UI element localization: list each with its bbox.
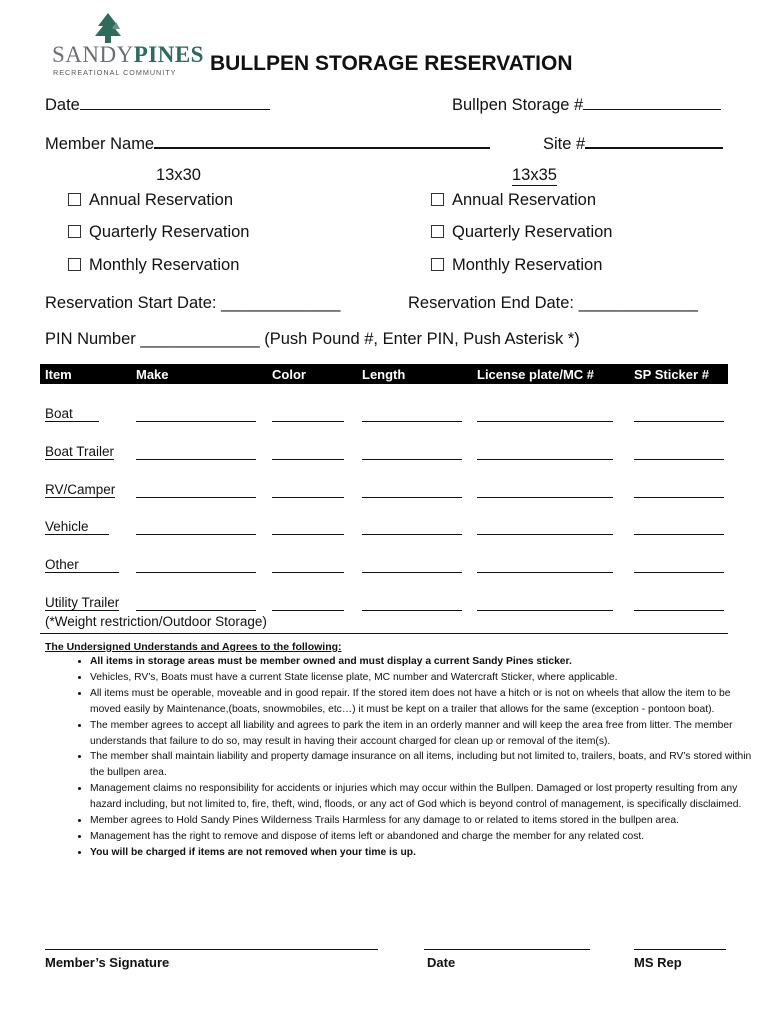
color-blank[interactable]: [272, 420, 344, 422]
length-blank[interactable]: [362, 609, 462, 611]
make-blank[interactable]: [136, 609, 256, 611]
member-name-field[interactable]: [45, 131, 490, 154]
member-name-label: Member Name: [45, 135, 155, 153]
bullpen-storage-field[interactable]: [452, 93, 721, 115]
reservation-end-date-field[interactable]: Reservation End Date: _____________: [408, 294, 698, 312]
header-make: Make: [136, 367, 169, 382]
make-blank[interactable]: [136, 420, 256, 422]
checkbox-icon: [431, 225, 444, 238]
ms-rep-label: MS Rep: [634, 955, 682, 970]
checkbox-13x35-annual[interactable]: [431, 191, 596, 210]
sticker-blank[interactable]: [634, 609, 724, 611]
checkbox-icon: [68, 193, 81, 206]
site-label: Site #: [543, 135, 586, 153]
checkbox-icon: [431, 193, 444, 206]
table-bottom-divider: [40, 633, 728, 634]
table-row[interactable]: [40, 482, 728, 500]
color-blank[interactable]: [272, 533, 344, 535]
term-item: • The member agrees to accept all liability and agrees to park the item in an orderly manner and will keep the area free from litter. The member understands that failure to do so, may result in having their account charged for clean up or removal of the item(s).: [90, 718, 755, 750]
color-blank[interactable]: [272, 458, 344, 460]
term-item: • Management claims no responsibility for accidents or injuries which may occur within the Bullpen. Damaged or lost property resulting from any hazard including, but not limited to, fire, theft, wind, floods, or any act of God which is beyond control of management, is specifically disclaimed.: [90, 781, 755, 813]
site-field[interactable]: [543, 131, 723, 154]
term-item: • Management has the right to remove and dispose of items left or abandoned and charge the member for any related cost.: [90, 829, 755, 845]
page-title: BULLPEN STORAGE RESERVATION: [210, 52, 573, 75]
term-item: • Vehicles, RV’s, Boats must have a current State license plate, MC number and Watercraft Sticker, where applicable.: [90, 670, 755, 686]
row-label-boat: Boat: [45, 406, 99, 422]
term-item: • Member agrees to Hold Sandy Pines Wilderness Trails Harmless for any damage to or related to items stored in the bullpen area.: [90, 813, 755, 829]
reservation-start-date-field[interactable]: Reservation Start Date: _____________: [45, 294, 341, 312]
header-sp-sticker: SP Sticker #: [634, 367, 709, 382]
color-blank[interactable]: [272, 571, 344, 573]
make-blank[interactable]: [136, 533, 256, 535]
make-blank[interactable]: [136, 496, 256, 498]
sticker-blank[interactable]: [634, 420, 724, 422]
table-row[interactable]: [40, 406, 728, 424]
row-label-rv-camper: RV/Camper: [45, 482, 116, 497]
table-row[interactable]: [40, 557, 728, 575]
row-label-vehicle: Vehicle: [45, 519, 109, 535]
checkbox-13x35-monthly[interactable]: [431, 256, 602, 275]
license-blank[interactable]: [477, 458, 613, 460]
make-blank[interactable]: [136, 458, 256, 460]
checkbox-icon: [431, 258, 444, 271]
bullpen-storage-label: Bullpen Storage #: [452, 96, 584, 114]
term-item: • You will be charged if items are not removed when your time is up.: [90, 845, 755, 861]
checkbox-label: Monthly Reservation: [452, 256, 603, 274]
checkbox-13x30-monthly[interactable]: [68, 256, 239, 275]
terms-list: [58, 654, 755, 861]
item-table-header: [40, 364, 728, 384]
member-signature-label: Member’s Signature: [45, 955, 170, 970]
license-blank[interactable]: [477, 571, 613, 573]
license-blank[interactable]: [477, 420, 613, 422]
signature-date-label: Date: [427, 955, 456, 970]
color-blank[interactable]: [272, 609, 344, 611]
length-blank[interactable]: [362, 533, 462, 535]
license-blank[interactable]: [477, 609, 613, 611]
sandy-pines-logo: [48, 12, 204, 77]
length-blank[interactable]: [362, 458, 462, 460]
header-license-plate: License plate/MC #: [477, 367, 595, 382]
sticker-blank[interactable]: [634, 458, 724, 460]
checkbox-label: Quarterly Reservation: [452, 223, 613, 241]
sticker-blank[interactable]: [634, 533, 724, 535]
checkbox-label: Monthly Reservation: [89, 256, 240, 274]
term-item: • All items in storage areas must be member owned and must display a current Sandy Pines sticker.: [90, 654, 755, 670]
row-label-other: Other: [45, 557, 119, 573]
make-blank[interactable]: [136, 571, 256, 573]
header-length: Length: [362, 367, 406, 382]
pin-number-field[interactable]: PIN Number _____________ (Push Pound #, Enter PIN, Push Asterisk *): [45, 330, 580, 348]
license-blank[interactable]: [477, 496, 613, 498]
terms-heading: The Undersigned Understands and Agrees to the following:: [45, 641, 342, 653]
size-13x35-heading: 13x35: [512, 166, 557, 184]
checkbox-13x30-quarterly[interactable]: [68, 223, 249, 242]
term-item: • All items must be operable, moveable and in good repair. If the stored item does not have a hitch or is not on wheels that allow the item to be moved easily by Maintenance,(boats, snowmobiles, etc…) it must be kept on a trailer that allows for the same (exception - pontoon boat).: [90, 686, 755, 718]
checkbox-label: Annual Reservation: [89, 191, 234, 209]
color-blank[interactable]: [272, 496, 344, 498]
table-row[interactable]: [40, 519, 728, 537]
checkbox-label: Annual Reservation: [452, 191, 597, 209]
header-color: Color: [272, 367, 306, 382]
checkbox-13x30-annual[interactable]: [68, 191, 233, 210]
logo-tagline: RECREATIONAL COMMUNITY: [53, 68, 177, 77]
table-row[interactable]: [40, 444, 728, 462]
checkbox-label: Quarterly Reservation: [89, 223, 250, 241]
signature-date-line[interactable]: [424, 948, 590, 950]
pine-tree-icon: [90, 12, 126, 44]
length-blank[interactable]: [362, 571, 462, 573]
size-13x30-heading: 13x30: [156, 166, 201, 184]
length-blank[interactable]: [362, 420, 462, 422]
header-item: Item: [45, 367, 72, 382]
row-label-boat-trailer: Boat Trailer: [45, 444, 115, 459]
checkbox-13x35-quarterly[interactable]: [431, 223, 612, 242]
date-label: Date: [45, 96, 80, 114]
license-blank[interactable]: [477, 533, 613, 535]
checkbox-icon: [68, 258, 81, 271]
table-row[interactable]: [40, 595, 728, 613]
length-blank[interactable]: [362, 496, 462, 498]
sticker-blank[interactable]: [634, 496, 724, 498]
date-field[interactable]: [45, 93, 270, 115]
ms-rep-line[interactable]: [634, 948, 726, 950]
row-label-utility-trailer: Utility Trailer: [45, 595, 120, 610]
member-signature-line[interactable]: [45, 948, 378, 950]
checkbox-icon: [68, 225, 81, 238]
logo-wordmark: SANDYPINES: [52, 42, 204, 67]
sticker-blank[interactable]: [634, 571, 724, 573]
weight-restriction-note: (*Weight restriction/Outdoor Storage): [45, 614, 267, 629]
term-item: • The member shall maintain liability and property damage insurance on all items, including but not limited to, trailers, boats, and RV’s stored within the bullpen area.: [90, 749, 755, 781]
